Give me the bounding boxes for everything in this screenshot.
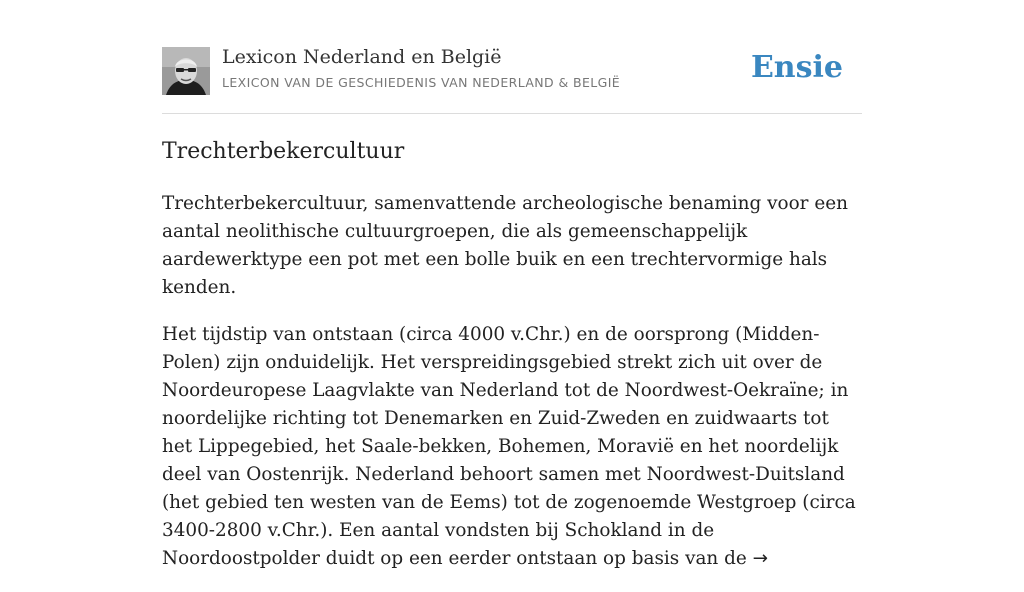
source-name[interactable]: Lexicon Nederland en België <box>222 46 502 68</box>
article-paragraph-text: Het tijdstip van ontstaan (circa 4000 v.Chr.) en de oorsprong (Midden-Polen) zijn onduidelijk. Het verspreidingsgebied strekt zich uit over de Noordeuropese Laagvlakte van Nederland tot de Noordwest-Oekraïne; in noordelijke richting tot Denemarken en Zuid-Zweden en zuidwaarts tot het Lippegebied, het Saale-bekken, Bohemen, Moravië en het noordelijk deel van Oostenrijk. Nederland behoort samen met Noordwest-Duitsland (het gebied ten westen van de Eems) tot de zogenoemde Westgroep (circa 3400-2800 v.Chr.). Een aantal vondsten bij Schokland in de Noordoostpolder duidt op een eerder ontstaan op basis van de <box>162 324 856 569</box>
avatar-portrait-icon <box>162 47 210 95</box>
article-paragraph: Trechterbekercultuur, samenvattende archeologische benaming voor een aantal neolithische cultuurgroepen, die als gemeenschappelijk aardewerktype een pot met een bolle buik en een trechtervormige hals kenden. <box>162 193 848 298</box>
source-header <box>162 0 862 114</box>
article-body <box>162 190 864 592</box>
article-card <box>162 0 862 569</box>
avatar[interactable] <box>162 47 210 95</box>
source-subtitle[interactable]: LEXICON VAN DE GESCHIEDENIS VAN NEDERLAND & BELGIË <box>222 75 621 90</box>
brand-logo[interactable]: Ensie <box>750 50 843 85</box>
article-paragraph <box>162 321 864 573</box>
article-title: Trechterbekercultuur <box>162 139 405 164</box>
read-more-arrow-icon[interactable]: → <box>752 548 769 569</box>
